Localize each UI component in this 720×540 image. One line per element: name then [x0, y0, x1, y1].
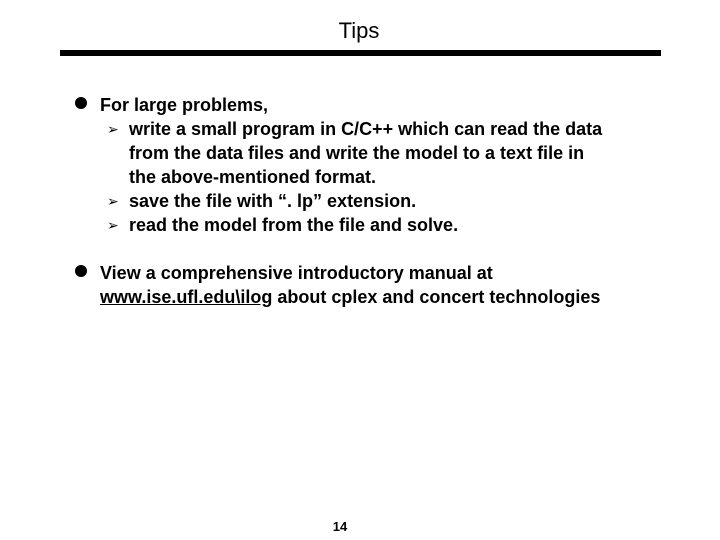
- bullet-line: [100, 285, 690, 309]
- bullet-text: For large problems,: [100, 95, 269, 115]
- sub-bullet-list: [107, 117, 697, 237]
- link-trailing-text: about cplex and concert technologies: [272, 287, 601, 307]
- bullet-text: [100, 261, 690, 309]
- sub-bullet-read-model: [107, 213, 697, 237]
- sub-bullet-line: the above-mentioned format.: [129, 167, 377, 187]
- manual-link[interactable]: www.ise.ufl.edu\ilog: [100, 287, 273, 307]
- bullet-line: View a comprehensive introductory manual at: [100, 263, 493, 283]
- sub-bullet-save-file: [107, 189, 697, 213]
- slide-title: Tips: [338, 18, 380, 43]
- sub-bullet-line: read the model from the file and solve.: [129, 215, 459, 235]
- arrow-bullet-icon: ➢: [107, 121, 119, 137]
- sub-bullet-line: save the file with “. lp” extension.: [129, 191, 417, 211]
- bullet-dot-icon: [75, 97, 87, 109]
- sub-bullet-write-program: [107, 117, 697, 189]
- bullet-dot-icon: [75, 265, 87, 277]
- sub-bullet-line: from the data files and write the model to a text file in: [129, 143, 585, 163]
- sub-bullet-line: write a small program in C/C++ which can read the data: [129, 119, 603, 139]
- title-divider: [60, 50, 661, 56]
- arrow-bullet-icon: ➢: [107, 217, 119, 233]
- arrow-bullet-icon: ➢: [107, 193, 119, 209]
- page-number: 14: [332, 519, 348, 534]
